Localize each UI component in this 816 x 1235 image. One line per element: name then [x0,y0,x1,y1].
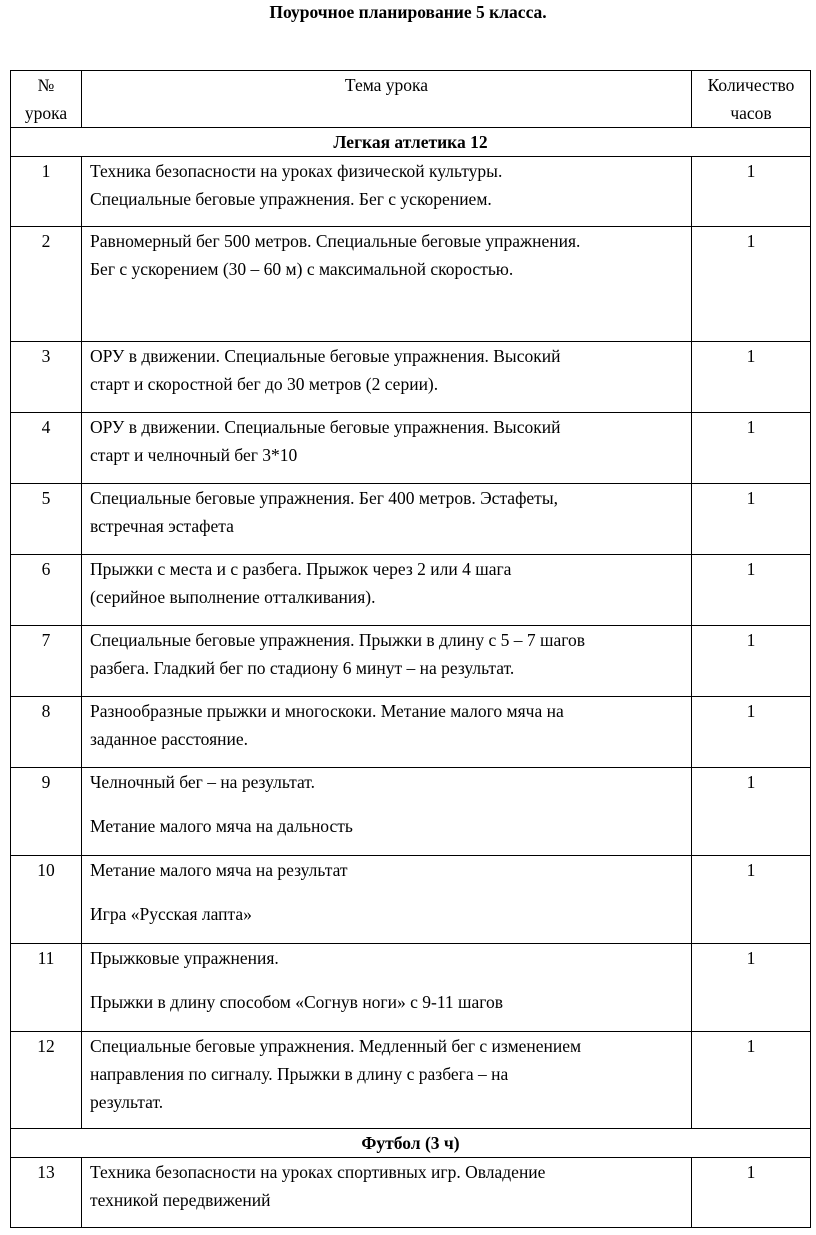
lesson-hours: 1 [692,626,811,697]
lesson-topic [82,626,692,697]
lesson-topic [82,157,692,227]
lesson-number: 1 [11,157,82,227]
table-row [11,626,811,697]
lesson-number: 2 [11,227,82,342]
table-row [11,157,811,227]
section-title: Футбол (3 ч) [11,1129,811,1158]
lesson-hours: 1 [692,555,811,626]
table-header-row [11,71,811,128]
topic-line: Техника безопасности на уроках физической культуры. [90,161,503,181]
topic-line: Специальные беговые упражнения. Бег с ускорением. [90,189,492,209]
topic-line: старт и скоростной бег до 30 метров (2 серии). [90,374,439,394]
table-row [11,555,811,626]
lesson-number: 10 [11,856,82,944]
table-row [11,697,811,768]
table-row [11,342,811,413]
topic-line: результат. [90,1092,164,1112]
topic-line: Специальные беговые упражнения. Медленный бег с изменением [90,1036,582,1056]
lesson-number: 5 [11,484,82,555]
header-topic [82,71,692,128]
topic-line: Бег с ускорением (30 – 60 м) с максимальной скоростью. [90,259,514,279]
lesson-hours: 1 [692,1032,811,1129]
lesson-number: 13 [11,1158,82,1228]
lesson-plan-table [10,70,811,1228]
header-lesson-number [11,71,82,128]
lesson-topic [82,555,692,626]
lesson-topic [82,1158,692,1228]
topic-line: Прыжки в длину способом «Согнув ноги» с 9-11 шагов [90,992,504,1012]
topic-line: Метание малого мяча на дальность [90,816,353,836]
lesson-number: 7 [11,626,82,697]
page-title: Поурочное планирование 5 класса. [269,2,547,22]
table-row [11,856,811,944]
lesson-number: 11 [11,944,82,1032]
topic-line: встречная эстафета [90,516,234,536]
topic-line: Разнообразные прыжки и многоскоки. Метание малого мяча на [90,701,564,721]
lesson-topic [82,413,692,484]
table-row [11,484,811,555]
header-num-line2: урока [24,103,68,123]
table-row [11,768,811,856]
table-row [11,1158,811,1228]
topic-line: ОРУ в движении. Специальные беговые упражнения. Высокий [90,346,561,366]
lesson-topic [82,342,692,413]
topic-line: техникой передвижений [90,1190,271,1210]
section-row [11,1129,811,1158]
topic-line: (серийное выполнение отталкивания). [90,587,376,607]
table-row [11,227,811,342]
table-row [11,944,811,1032]
lesson-number: 9 [11,768,82,856]
topic-line: Равномерный бег 500 метров. Специальные беговые упражнения. [90,231,581,251]
topic-line: Челночный бег – на результат. [90,772,316,792]
lesson-hours: 1 [692,413,811,484]
topic-line: старт и челночный бег 3*10 [90,445,298,465]
lesson-topic [82,227,692,342]
lesson-number: 6 [11,555,82,626]
topic-line: Специальные беговые упражнения. Прыжки в длину с 5 – 7 шагов [90,630,586,650]
lesson-hours: 1 [692,768,811,856]
topic-line: Метание малого мяча на результат [90,860,348,880]
lesson-number: 8 [11,697,82,768]
lesson-hours: 1 [692,227,811,342]
topic-line: Игра «Русская лапта» [90,904,252,924]
lesson-hours: 1 [692,944,811,1032]
section-title: Легкая атлетика 12 [11,128,811,157]
header-num-line1: № [37,75,55,95]
topic-line: Техника безопасности на уроках спортивных игр. Овладение [90,1162,546,1182]
lesson-topic [82,484,692,555]
topic-line: Прыжковые упражнения. [90,948,279,968]
topic-line: Специальные беговые упражнения. Бег 400 метров. Эстафеты, [90,488,558,508]
lesson-hours: 1 [692,342,811,413]
lesson-hours: 1 [692,856,811,944]
topic-line: Прыжки с места и с разбега. Прыжок через 2 или 4 шага [90,559,512,579]
lesson-number: 3 [11,342,82,413]
lesson-number: 12 [11,1032,82,1129]
header-hours [692,71,811,128]
topic-line: заданное расстояние. [90,729,248,749]
topic-line: ОРУ в движении. Специальные беговые упражнения. Высокий [90,417,561,437]
topic-line: направления по сигналу. Прыжки в длину с разбега – на [90,1064,509,1084]
lesson-hours: 1 [692,1158,811,1228]
header-topic-label: Тема урока [344,75,429,95]
topic-line: разбега. Гладкий бег по стадиону 6 минут – на результат. [90,658,515,678]
lesson-topic [82,856,692,944]
lesson-hours: 1 [692,484,811,555]
lesson-topic [82,944,692,1032]
section-row [11,128,811,157]
lesson-topic [82,697,692,768]
lesson-hours: 1 [692,157,811,227]
header-hours-line2: часов [730,103,772,123]
lesson-hours: 1 [692,697,811,768]
table-row [11,413,811,484]
lesson-topic [82,1032,692,1129]
table-row [11,1032,811,1129]
lesson-topic [82,768,692,856]
lesson-number: 4 [11,413,82,484]
header-hours-line1: Количество [707,75,795,95]
